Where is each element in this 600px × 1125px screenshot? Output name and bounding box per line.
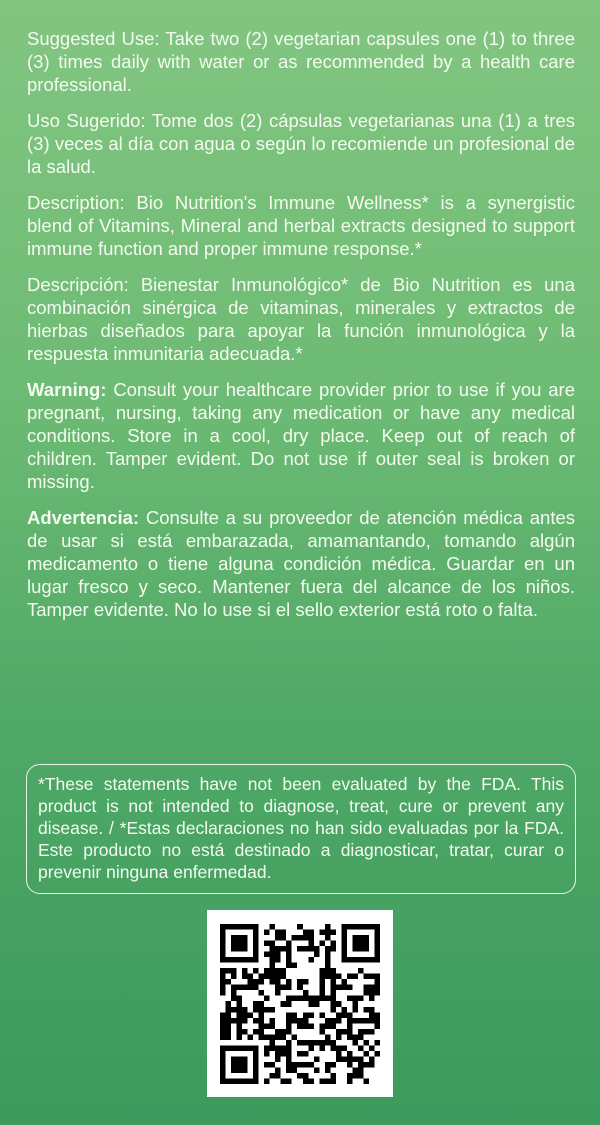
warning-en (27, 378, 575, 493)
advertencia-label: Advertencia: (27, 507, 140, 528)
warning-label: Warning: (27, 379, 107, 400)
advertencia-text: Consulte a su proveedor de atención médica antes de usar si está embarazada, amamantando, tomando algún medicamento o tiene alguna condición médica. Guardar en un lugar fresco y seco. Mantener fuera del alcance de los niños. Tamper evidente. No lo use si el sello exterior está roto o falta. (27, 507, 575, 620)
suggested-use-es: Uso Sugerido: Tome dos (2) cápsulas vegetarianas una (1) a tres (3) veces al día con agua o según lo recomiende un profesional de la salud. (27, 110, 575, 177)
qr-code-icon[interactable] (207, 910, 393, 1097)
warning-text: Consult your healthcare provider prior to use if you are pregnant, nursing, taking any medication or have any medical conditions. Store in a cool, dry place. Keep out of reach of children. Tamper evident. Do not use if outer seal is broken or missing. (27, 379, 575, 492)
description-en: Description: Bio Nutrition's Immune Wellness* is a synergistic blend of Vitamins, Mineral and herbal extracts designed to support immune function and proper immune response.* (27, 192, 575, 259)
fda-disclaimer: *These statements have not been evaluated by the FDA. This product is not intended to diagnose, treat, cure or prevent any disease. / *Estas declaraciones no han sido evaluadas por la FDA. Este producto no está destinado a diagnosticar, tratar, curar o prevenir ninguna enfermedad. (38, 774, 564, 882)
qr-code-pattern (220, 924, 380, 1084)
label-text (27, 27, 575, 634)
warning-es (27, 506, 575, 621)
fda-disclaimer-box (26, 764, 576, 894)
description-es: Descripción: Bienestar Inmunológico* de Bio Nutrition es una combinación sinérgica de vitaminas, minerales y extractos de hierbas diseñados para apoyar la función inmunológica y la respuesta inmunitaria adecuada.* (27, 274, 575, 364)
qr-modules (220, 924, 380, 1084)
suggested-use-en: Suggested Use: Take two (2) vegetarian capsules one (1) to three (3) times daily with water or as recommended by a health care professional. (27, 28, 575, 95)
